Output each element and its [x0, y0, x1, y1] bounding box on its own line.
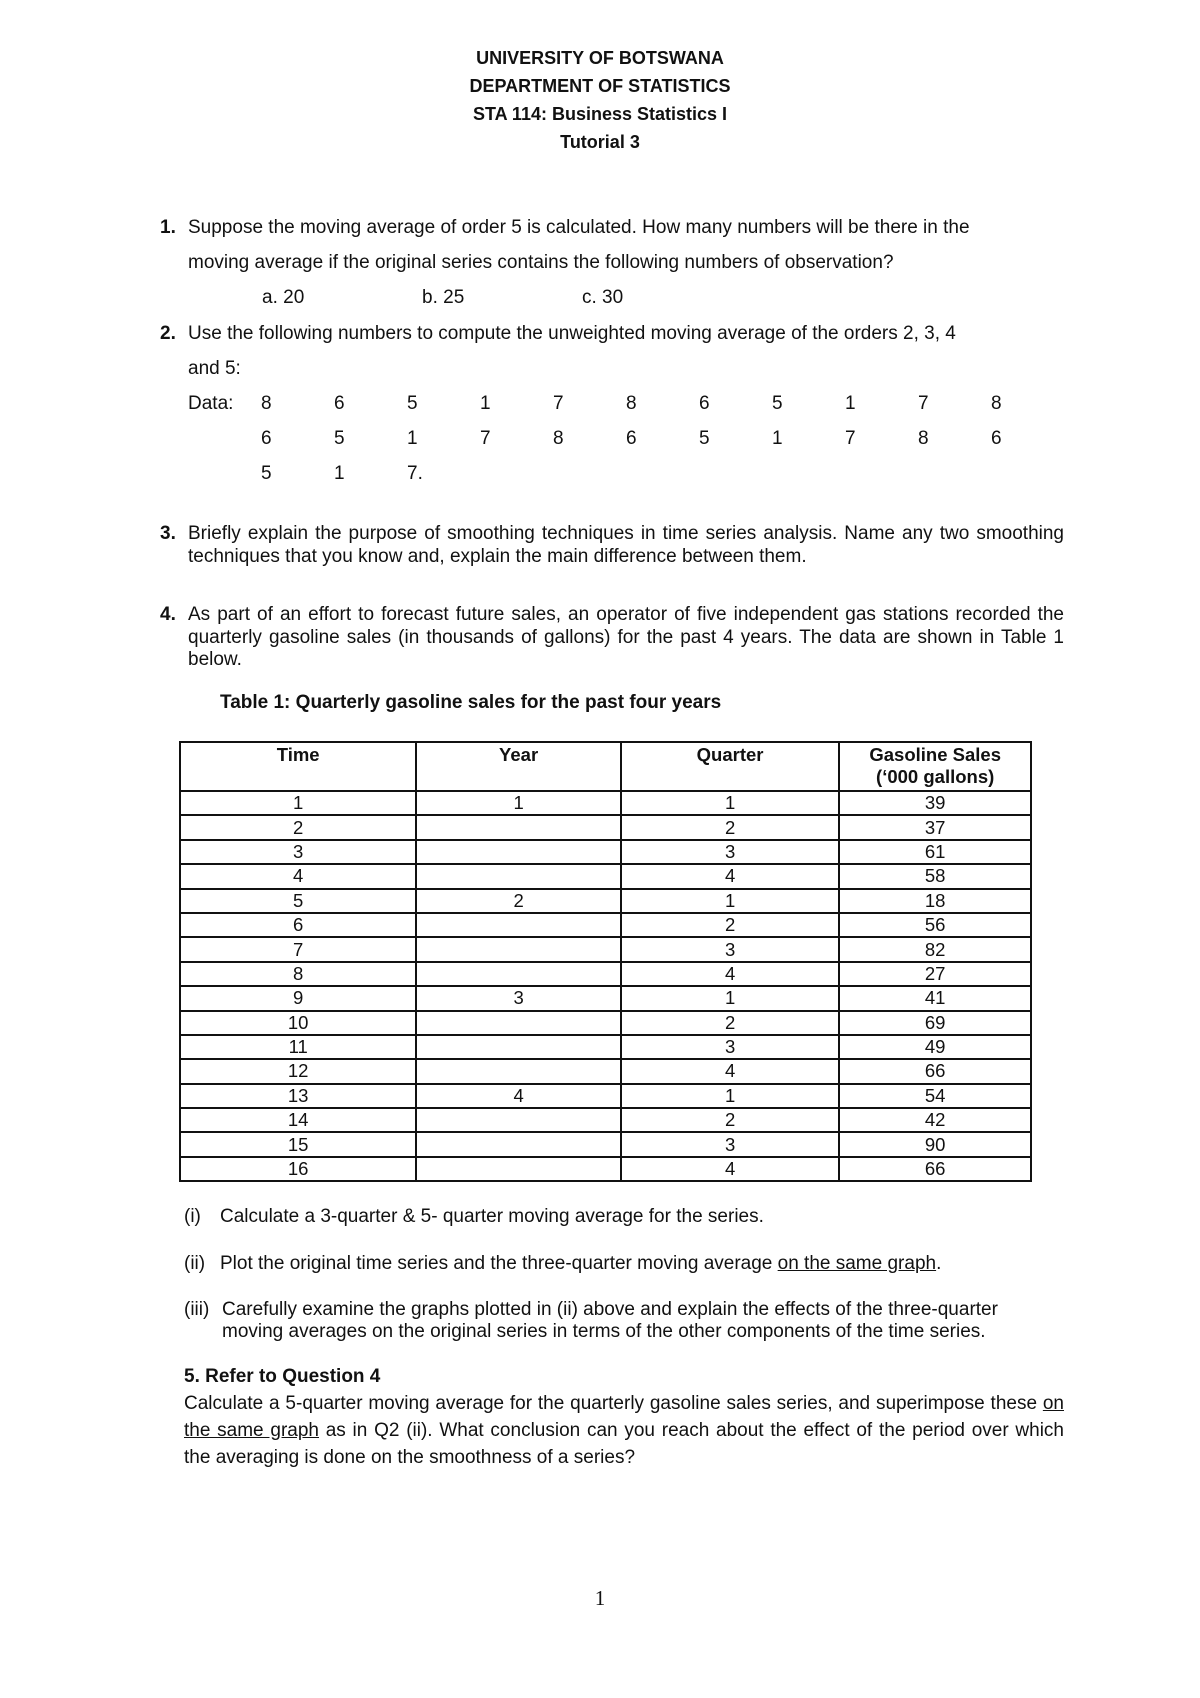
underlined-phrase: on the same graph	[777, 1253, 937, 1274]
cell-year	[416, 1132, 620, 1156]
cell-time: 10	[180, 1011, 416, 1035]
cell-quarter: 2	[621, 815, 840, 839]
table-row	[180, 962, 1031, 986]
cell-time: 7	[180, 937, 416, 961]
cell-sales: 82	[839, 937, 1031, 961]
cell-quarter: 2	[621, 1108, 840, 1132]
cell-sales: 66	[839, 1157, 1031, 1181]
question-number: 3.	[160, 523, 176, 544]
subquestion-text-part: .	[936, 1253, 942, 1274]
cell-time: 1	[180, 791, 416, 815]
table-row	[180, 913, 1031, 937]
underlined-phrase: on the same graph	[184, 1393, 1064, 1441]
table-row	[180, 1157, 1031, 1181]
cell-year	[416, 1108, 620, 1132]
question-3	[160, 523, 1064, 568]
data-value: 6	[626, 428, 637, 449]
data-value: 7	[480, 428, 491, 449]
question-4	[160, 604, 1064, 672]
table-row	[180, 889, 1031, 913]
cell-time: 15	[180, 1132, 416, 1156]
question-text: Briefly explain the purpose of smoothing techniques in time series analysis. Name any two smoothing techniques that you know and, explain the main difference between them.	[188, 523, 1064, 567]
cell-sales: 27	[839, 962, 1031, 986]
data-label: Data:	[188, 393, 234, 414]
cell-quarter: 4	[621, 962, 840, 986]
data-value: 7.	[407, 463, 423, 484]
cell-time: 12	[180, 1059, 416, 1083]
data-block	[188, 386, 1064, 491]
subquestion-label: (iii)	[184, 1299, 210, 1320]
table-row	[180, 791, 1031, 815]
question-text-line: Use the following numbers to compute the unweighted moving average of the orders 2, 3, 4	[188, 323, 956, 344]
cell-quarter: 3	[621, 840, 840, 864]
sales-table	[179, 741, 1032, 1182]
cell-time: 2	[180, 815, 416, 839]
table-row	[180, 1011, 1031, 1035]
cell-quarter: 1	[621, 986, 840, 1010]
cell-quarter: 1	[621, 791, 840, 815]
option-b: b. 25	[422, 287, 465, 308]
option-a: a. 20	[262, 287, 305, 308]
cell-year	[416, 1035, 620, 1059]
table-row	[180, 1084, 1031, 1108]
table-row	[180, 1059, 1031, 1083]
data-value: 8	[626, 393, 637, 414]
cell-year	[416, 1011, 620, 1035]
data-value: 7	[553, 393, 564, 414]
cell-year: 3	[416, 986, 620, 1010]
cell-sales: 54	[839, 1084, 1031, 1108]
cell-year	[416, 840, 620, 864]
cell-time: 13	[180, 1084, 416, 1108]
cell-time: 9	[180, 986, 416, 1010]
cell-sales: 49	[839, 1035, 1031, 1059]
question-text-part: Calculate a 5-quarter moving average for the quarterly gasoline sales series, and superimpose these	[184, 1393, 1043, 1414]
table-row	[180, 1035, 1031, 1059]
cell-time: 8	[180, 962, 416, 986]
page-number: 1	[594, 1586, 606, 1610]
department-name: DEPARTMENT OF STATISTICS	[469, 76, 731, 96]
header-year: Year	[416, 742, 620, 791]
question-text-line: Suppose the moving average of order 5 is calculated. How many numbers will be there in the	[188, 217, 970, 238]
cell-quarter: 4	[621, 864, 840, 888]
data-value: 5	[772, 393, 783, 414]
header-sales-line2: (‘000 gallons)	[876, 766, 995, 787]
cell-time: 4	[180, 864, 416, 888]
cell-year	[416, 1157, 620, 1181]
table-row	[180, 1132, 1031, 1156]
data-value: 6	[991, 428, 1002, 449]
cell-time: 3	[180, 840, 416, 864]
table-title: Table 1: Quarterly gasoline sales for the past four years	[220, 692, 722, 713]
data-value: 1	[407, 428, 418, 449]
cell-quarter: 4	[621, 1157, 840, 1181]
table-row	[180, 864, 1031, 888]
subquestion-label: (ii)	[184, 1253, 206, 1274]
cell-year	[416, 962, 620, 986]
cell-time: 16	[180, 1157, 416, 1181]
question-5-heading: 5. Refer to Question 4	[184, 1366, 381, 1387]
question-text: As part of an effort to forecast future sales, an operator of five independent gas stations recorded the quarterly gasoline sales (in thousands of gallons) for the past 4 years. The data are shown in Table 1 below.	[188, 604, 1064, 670]
cell-quarter: 3	[621, 937, 840, 961]
cell-year	[416, 864, 620, 888]
question-text-line: moving average if the original series contains the following numbers of observation?	[188, 252, 894, 273]
data-value: 6	[699, 393, 710, 414]
cell-sales: 37	[839, 815, 1031, 839]
data-value: 7	[918, 393, 929, 414]
cell-year	[416, 913, 620, 937]
table-body	[180, 791, 1031, 1181]
data-value: 1	[845, 393, 856, 414]
university-name: UNIVERSITY OF BOTSWANA	[476, 48, 724, 68]
cell-quarter: 1	[621, 889, 840, 913]
cell-time: 14	[180, 1108, 416, 1132]
cell-quarter: 2	[621, 1011, 840, 1035]
question-5-text	[184, 1390, 1064, 1471]
data-value: 5	[407, 393, 418, 414]
question-text-part: as in Q2 (ii). What conclusion can you reach about the effect of the period over which the averaging is done on the smoothness of a series?	[184, 1420, 1064, 1468]
cell-year: 4	[416, 1084, 620, 1108]
data-value: 5	[261, 463, 272, 484]
cell-time: 11	[180, 1035, 416, 1059]
data-value: 5	[699, 428, 710, 449]
data-value: 1	[772, 428, 783, 449]
cell-year	[416, 1059, 620, 1083]
question-number: 4.	[160, 604, 176, 625]
cell-quarter: 3	[621, 1035, 840, 1059]
data-value: 6	[334, 393, 345, 414]
subquestion-text: Calculate a 3-quarter & 5- quarter moving average for the series.	[220, 1206, 764, 1227]
data-value: 5	[334, 428, 345, 449]
table-row	[180, 986, 1031, 1010]
data-value: 8	[261, 393, 272, 414]
header-quarter: Quarter	[621, 742, 840, 791]
table-row	[180, 937, 1031, 961]
table-row	[180, 1108, 1031, 1132]
question-text-line: and 5:	[188, 358, 241, 379]
data-value: 7	[845, 428, 856, 449]
data-value: 1	[334, 463, 345, 484]
cell-sales: 61	[839, 840, 1031, 864]
data-value: 8	[991, 393, 1002, 414]
header-gasoline-sales	[839, 742, 1031, 791]
question-number: 1.	[160, 217, 176, 238]
cell-year	[416, 815, 620, 839]
subquestion-label: (i)	[184, 1206, 201, 1227]
answer-options	[188, 280, 1064, 315]
data-value: 6	[261, 428, 272, 449]
cell-sales: 41	[839, 986, 1031, 1010]
header-sales-line1: Gasoline Sales	[869, 744, 1001, 765]
course-title: STA 114: Business Statistics I	[472, 104, 728, 124]
cell-sales: 58	[839, 864, 1031, 888]
subquestion-text: Carefully examine the graphs plotted in (ii) above and explain the effects of the three-quarter moving averages on the original series in terms of the other components of the time series.	[222, 1299, 998, 1342]
cell-quarter: 4	[621, 1059, 840, 1083]
option-c: c. 30	[582, 287, 624, 308]
tutorial-title: Tutorial 3	[560, 132, 640, 152]
cell-sales: 69	[839, 1011, 1031, 1035]
data-value: 8	[553, 428, 564, 449]
question-2	[160, 316, 1064, 491]
table-header-row	[180, 742, 1031, 791]
data-value: 8	[918, 428, 929, 449]
header-time: Time	[180, 742, 416, 791]
cell-time: 5	[180, 889, 416, 913]
cell-quarter: 2	[621, 913, 840, 937]
data-value: 1	[480, 393, 491, 414]
cell-year: 2	[416, 889, 620, 913]
cell-time: 6	[180, 913, 416, 937]
question-5	[184, 1363, 1064, 1471]
cell-sales: 56	[839, 913, 1031, 937]
cell-sales: 66	[839, 1059, 1031, 1083]
subquestion-text	[220, 1253, 1064, 1275]
cell-sales: 90	[839, 1132, 1031, 1156]
document-header	[0, 44, 1200, 156]
cell-year	[416, 937, 620, 961]
cell-year: 1	[416, 791, 620, 815]
cell-quarter: 1	[621, 1084, 840, 1108]
table-row	[180, 840, 1031, 864]
subquestion-text-part: Plot the original time series and the three-quarter moving average	[220, 1253, 778, 1274]
cell-quarter: 3	[621, 1132, 840, 1156]
cell-sales: 42	[839, 1108, 1031, 1132]
cell-sales: 39	[839, 791, 1031, 815]
cell-sales: 18	[839, 889, 1031, 913]
question-1	[160, 210, 1064, 315]
table-row	[180, 815, 1031, 839]
question-number: 2.	[160, 323, 176, 344]
